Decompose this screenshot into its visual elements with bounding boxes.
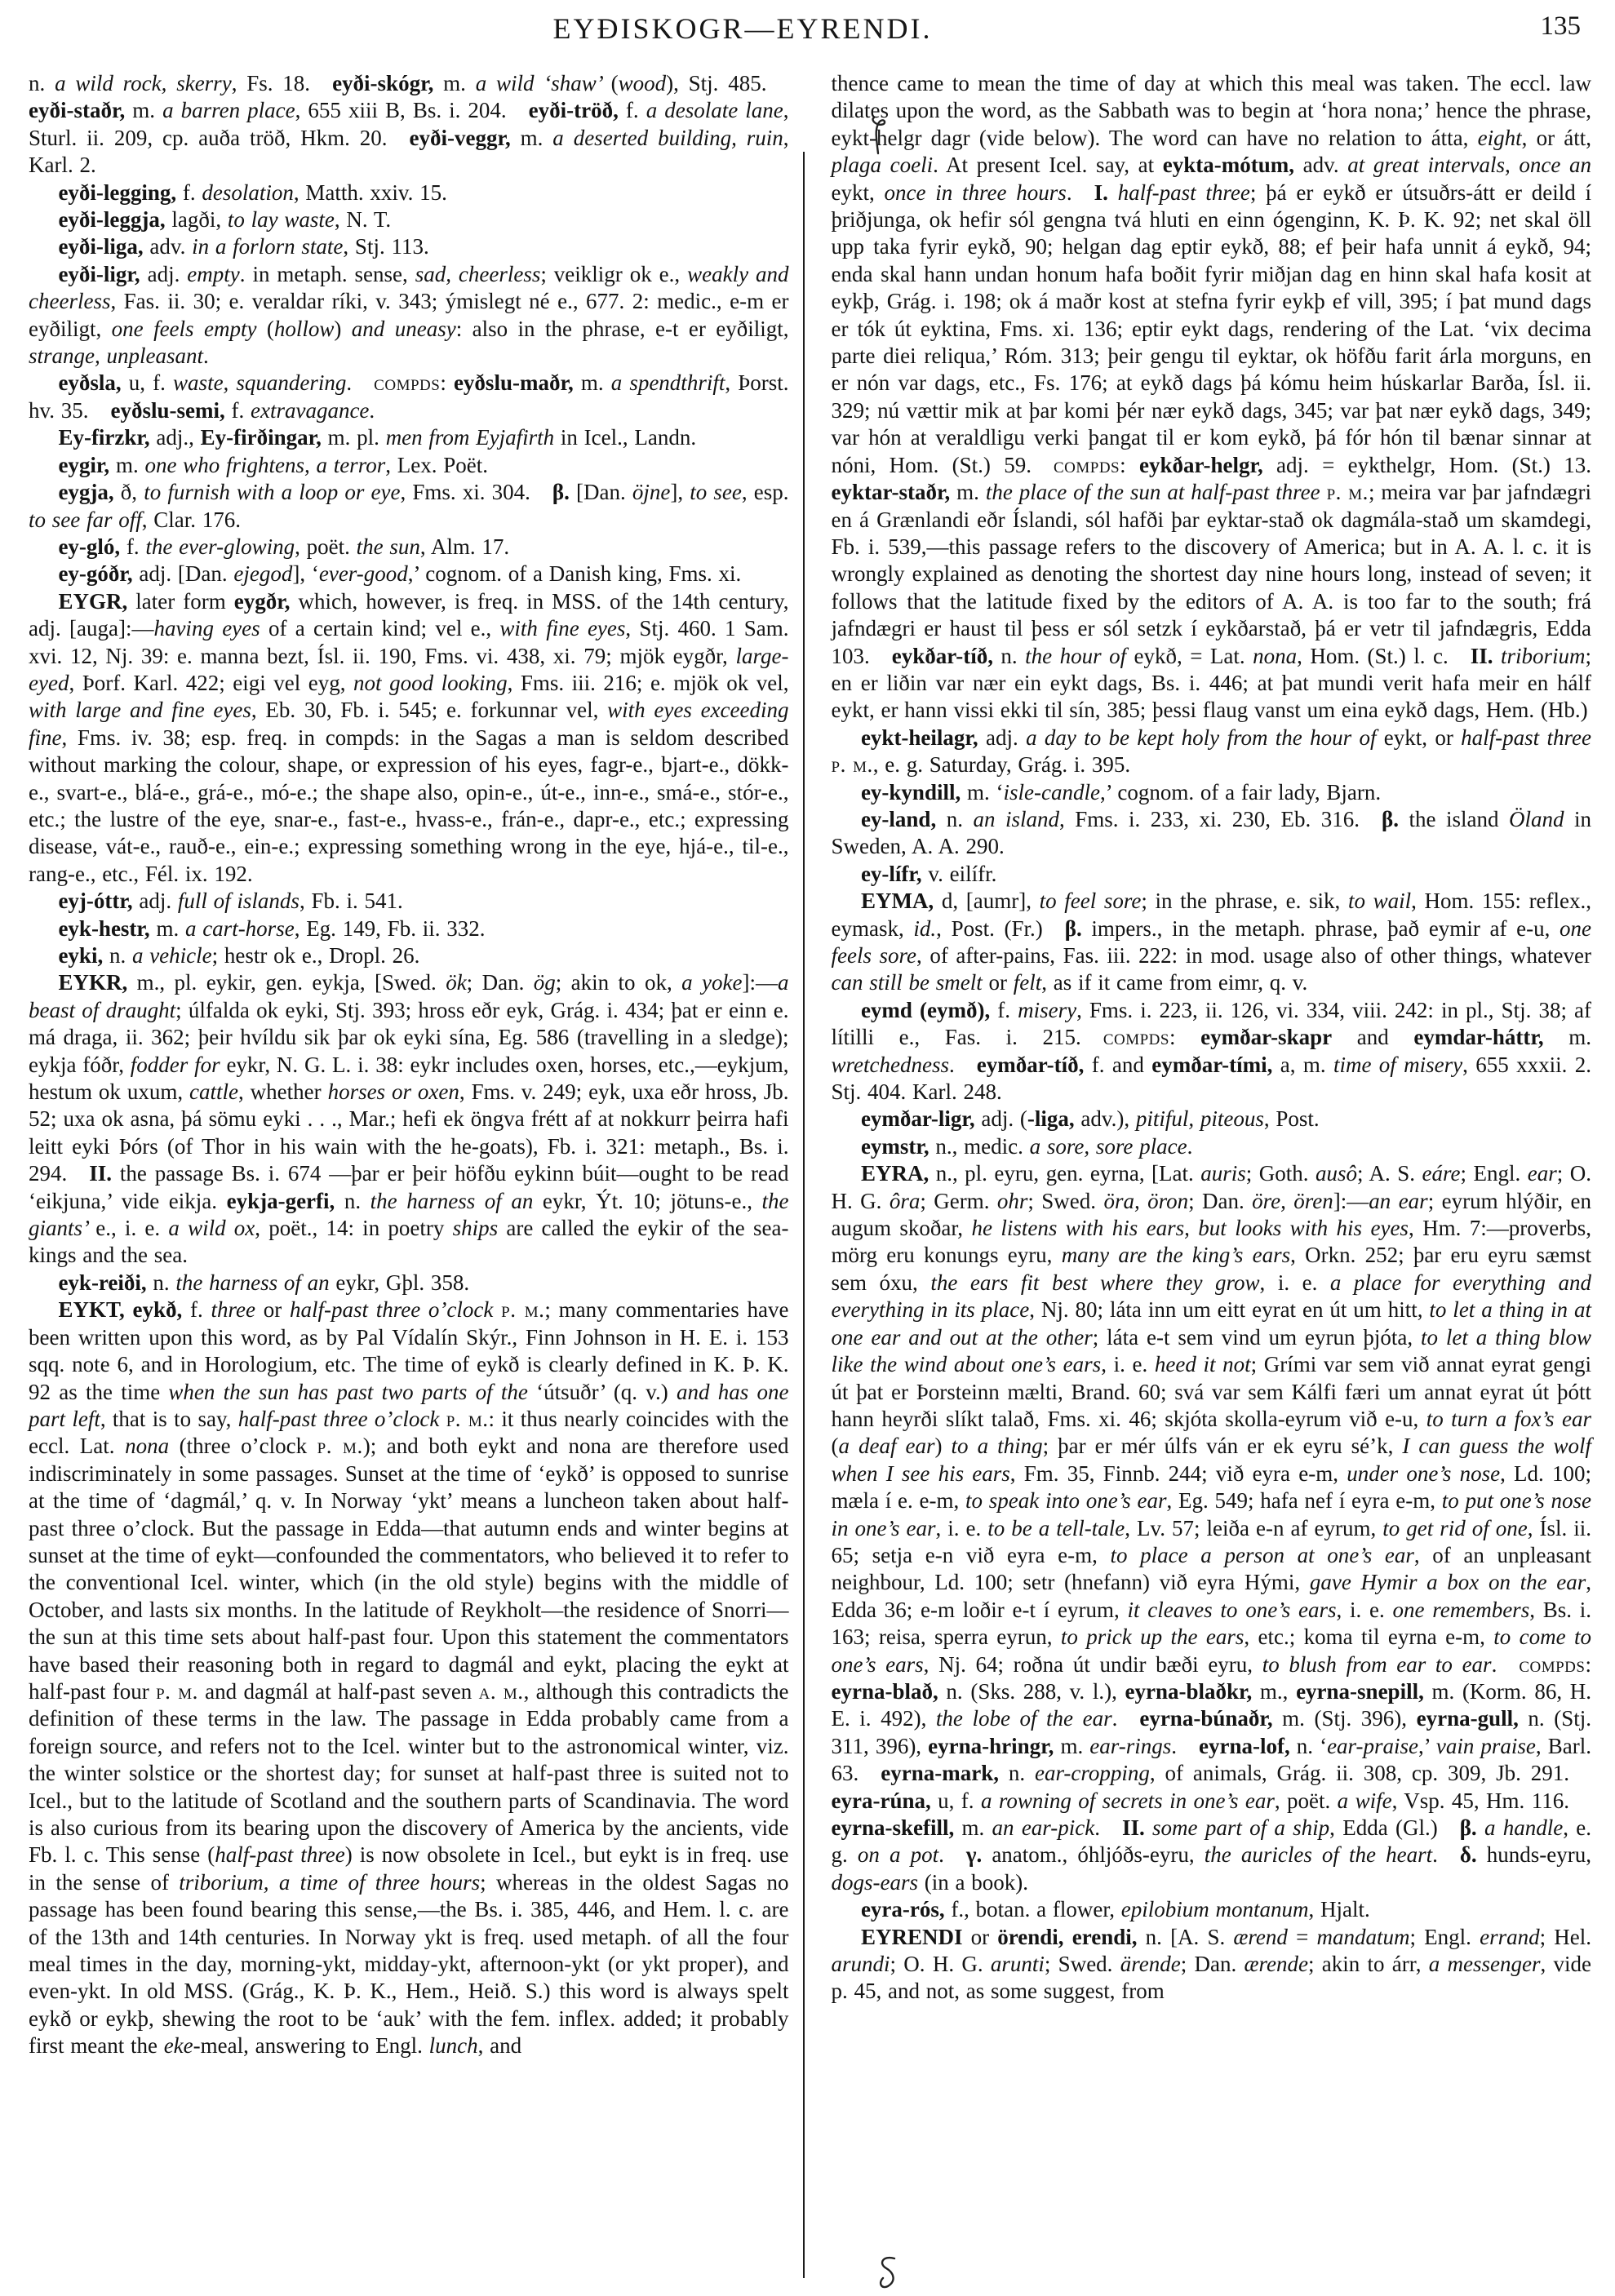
dictionary-entry: ey-lífr, v. eilífr. xyxy=(860,861,997,886)
dictionary-entry: eymðar-ligr, adj. (-liga, adv.), pitiful, piteous, Post. xyxy=(860,1106,1320,1132)
right-column xyxy=(832,70,1592,2060)
dictionary-entry: ey-land, n. an island, Fms. i. 233, xi. 230, Eb. 316. β. the island Öland in Sweden, A. A. 290. xyxy=(831,806,1592,859)
dictionary-entry: eyk-hestr, m. a cart-horse, Eg. 149, Fb. ii. 332. xyxy=(58,915,486,941)
dictionary-entry: eymd (eymð), f. misery, Fms. i. 223, ii. 126, vi. 334, viii. 242: in pl., Stj. 38; af lítilli e., Fas. i. 215. compds: eymðar-skapr and eymdar-háttr, m. wretchedness. eymðar-tíð, f. and eymðar-tími, a, m. time of misery, 655 xxxii. 2. Stj. 404. Karl. 248. xyxy=(831,997,1591,1105)
dictionary-entry: eymstr, n., medic. a sore, sore place. xyxy=(860,1133,1193,1159)
dictionary-entry: eyki, n. a vehicle; hestr ok e., Dropl. 26. xyxy=(58,943,420,968)
dictionary-entry: eyði-ligr, adj. empty. in metaph. sense, sad, cheerless; veikligr ok e., weakly and cheerless, Fas. ii. 30; e. veraldar ríki, v. 343; ýmislegt né e., 677. 2: medic., e-m er eyðiligt, one feels empty (hollow) and uneasy: also in the phrase, e-t er eyðiligt, strange, unpleasant. xyxy=(29,261,789,369)
running-head: EYÐISKOGR—EYRENDI. xyxy=(552,12,933,45)
dictionary-entry: eyj-óttr, adj. full of islands, Fb. i. 541. xyxy=(58,889,403,914)
left-column xyxy=(29,70,789,2060)
ink-mark-icon xyxy=(875,2254,903,2291)
dictionary-entry: EYGR, later form eygðr, which, however, is freq. in MSS. of the 14th century, adj. [auga]:—having eyes of a certain kind; vel e., with fine eyes, Stj. 460. 1 Sam. xvi. 12, Nj. 39: e. manna bezt, Ísl. ii. 190, Fms. vi. 438, xi. 79; mjök eygðr, large-eyed, Þorf. Karl. 422; eigi vel eyg, not good looking, Fms. iii. 216; e. mjök ok vel, with large and fine eyes, Eb. 30, Fb. i. 545; e. forkunnar vel, with eyes exceeding fine, Fms. iv. 38; esp. freq. in compds: in the Sagas a man is seldom described without marking the colour, shape, or expression of his eyes, fagr-e., bjart-e., dökk-e., svart-e., blá-e., grá-e., mó-e.; the shape also, opin-e., út-e., inn-e., smá-e., stór-e., etc.; the lustre of the eye, snar-e., fast-e., hvass-e., frán-e., dapr-e., etc.; expressing disease, vát-e., rauð-e., ein-e.; expressing something wrong in the eye, hjá-e., til-e., rang-e., etc., Fél. ix. 192. xyxy=(29,588,789,886)
dictionary-entry: ey-góðr, adj. [Dan. ejegod], ‘ever-good,’ cognom. of a Danish king, Fms. xi. xyxy=(58,561,742,587)
dictionary-entry: EYMA, d, [aumr], to feel sore; in the phrase, e. sik, to wail, Hom. 155: reflex., eymask, id., Post. (Fr.) β. impers., in the metaph. phrase, það eymir af e-u, one feels sore, of after-pains, Fas. iii. 222: in mod. usage also of other things, whatever can still be smelt or felt, as if it came from eimr, q. v. xyxy=(831,889,1592,995)
dictionary-entry: eykt-heilagr, adj. a day to be kept holy from the hour of eykt, or half-past three p. m., e. g. Saturday, Grág. i. 395. xyxy=(831,725,1591,778)
dictionary-entry: EYRA, n., pl. eyru, gen. eyrna, [Lat. auris; Goth. ausô; A. S. eáre; Engl. ear; O. H. G. ôra; Germ. ohr; Swed. öra, öron; Dan. öre, ören]:—an ear; eyrum hlýðir, en augum skoðar, he listens with his ears, but looks with his eyes, Hm. 7:—proverbs, mörg eru konungs eyru, many are the king’s ears, Orkn. 252; þar eru eyru sæmst sem óxu, the ears fit best where they grow, i. e. a place for everything and everything in its place, Nj. 80; láta inn um eitt eyrat en út um hitt, to let a thing in at one ear and out at the other; láta e-t sem vind um eyrun þjóta, to let a thing blow like the wind about one’s ears, i. e. heed it not; Grími var sem við annat eyrat gengi út þat er Þorsteinn mælti, Brand. 60; svá var sem Kálfi færi um annat eyrat út þótt hann heyrði slíkt talað, Fms. xi. 46; skjóta skolla-eyrum við e-u, to turn a fox’s ear (a deaf ear) to a thing; þar er mér úlfs ván er ek eyru sé’k, I can guess the wolf when I see his ears, Fm. 35, Finnb. 244; við eyra e-m, under one’s nose, Ld. 100; mæla í e. e-m, to speak into one’s ear, Eg. 549; hafa nef í eyra e-m, to put one’s nose in one’s ear, i. e. to be a tell-tale, Lv. 57; leiða e-n af eyrum, to get rid of one, Ísl. ii. 65; setja e-n við eyra e-m, to place a person at one’s ear, of an unpleasant neighbour, Ld. 100; setr (hnefann) við eyra Hými, gave Hymir a box on the ear, Edda 36; e-m loðir e-t í eyrum, it cleaves to one’s ears, i. e. one remembers, Bs. i. 163; reisa, sperra eyrun, to prick up the ears, etc.; koma til eyrna e-m, to come to one’s ears, Nj. 64; roðna út undir bæði eyru, to blush from ear to ear. compds: eyrna-blað, n. (Sks. 288, v. l.), eyrna-blaðkr, m., eyrna-snepill, m. (Korm. 86, H. E. i. 492), the lobe of the ear. eyrna-búnaðr, m. (Stj. 396), eyrna-gull, n. (Stj. 311, 396), eyrna-hringr, m. ear-rings. eyrna-lof, n. ‘ear-praise,’ vain praise, Barl. 63. eyrna-mark, n. ear-cropping, of animals, Grág. ii. 308, cp. 309, Jb. 291. eyra-rúna, u, f. a rowning of secrets in one’s ear, poët. a wife, Vsp. 45, Hm. 116. eyrna-skefill, m. an ear-pick. II. some part of a ship, Edda (Gl.) β. a handle, e. g. on a pot. γ. anatom., óhljóðs-eyru, the auricles of the heart. δ. hunds-eyru, dogs-ears (in a book). xyxy=(831,1161,1592,1895)
dictionary-entry: eygja, ð, to furnish with a loop or eye, Fms. xi. 304. β. [Dan. öjne], to see, esp. to see far off, Clar. 176. xyxy=(29,480,789,532)
dictionary-entry: EYKR, m., pl. eykir, gen. eykja, [Swed. ök; Dan. ög; akin to ok, a yoke]:—a beast of draught; úlfalda ok eyki, Stj. 393; hross eðr eyk, Grág. i. 434; þat er einn e. má draga, ii. 362; þeir hvíldu sik þar ok eyki sína, Eg. 586 (travelling in a sledge); eykja fóðr, fodder for eykr, N. G. L. i. 38: eykr includes oxen, horses, etc.,—eykjum, hestum ok uxum, cattle, whether horses or oxen, Fms. v. 249; eyk, uxa eðr hross, Jb. 52; uxa ok asna, þá sömu eyki . . ., Mar.; hefi ek öngva frétt af at nokkurr þeirra hafi leitt eyki Þórs (of Thor in his wain with the he-goats), Fb. i. 321: metaph., Bs. i. 294. II. the passage Bs. i. 674 —þar er þeir höfðu eykinn búit—ought to be read ‘eikjuna,’ vide eikja. eykja-gerfi, n. the harness of an eykr, Ýt. 10; jötuns-e., the giants’ e., i. e. a wild ox, poët., 14: in poetry ships are called the eykir of the sea-kings and the sea. xyxy=(29,970,789,1268)
dictionary-entry: Ey-firzkr, adj., Ey-firðingar, m. pl. men from Eyjafirth in Icel., Landn. xyxy=(58,425,697,450)
dictionary-entry: ey-kyndill, m. ‘isle-candle,’ cognom. of a fair lady, Bjarn. xyxy=(860,779,1382,804)
dictionary-entry: eyði-leggja, lagði, to lay waste, N. T. xyxy=(58,207,392,233)
dictionary-entry: eyðsla, u, f. waste, squandering. compds: eyðslu-maðr, m. a spendthrift, Þorst. hv. 35. eyðslu-semi, f. extravagance. xyxy=(29,370,789,423)
dictionary-entry: ey-gló, f. the ever-glowing, poët. the sun, Alm. 17. xyxy=(58,534,510,559)
page-number: 135 xyxy=(1540,11,1581,41)
dictionary-entry: eyra-rós, f., botan. a flower, epilobium montanum, Hjalt. xyxy=(860,1897,1370,1922)
dictionary-entry: EYKT, eykð, f. three or half-past three o’clock p. m.; many commentaries have been written upon this word, as by Pal Vídalín Skýr., Finn Johnson in H. E. i. 153 sqq. note 6, and in Horologium, etc. The time of eykð is clearly defined in K. Þ. K. 92 as the time when the sun has past two parts of the ‘útsuðr’ (q. v.) and has one part left, that is to say, half-past three o’clock p. m.: it thus nearly coincides with the eccl. Lat. nona (three o’clock p. m.); and both eykt and nona are therefore used indiscriminately in some passages. Sunset at the time of ‘eykð’ is opposed to sunrise at the time of ‘dagmál,’ q. v. In Norway ‘ykt’ means a luncheon taken about half-past three o’clock. But the passage in Edda—that autumn ends and winter begins at sunset at the time of eykt—confounded the commentators, who believed it to refer to the conventional Icel. winter, which (in the old style) begins with the middle of October, and lasts six months. In the latitude of Reykholt—the residence of Snorri—the sun at this time sets about half-past four. Upon this statement the commentators have based their reasoning both in regard to dagmál and eykt, placing the eykt at half-past four p. m. and dagmál at half-past seven a. m., although this contradicts the definition of these terms in the law. The passage in Edda probably came from a foreign source, and refers not to the Icel. winter but to the astronomical winter, viz. the winter solstice or the shortest day; for sunset at half-past three is suited not to Icel., but to the latitude of Scotland and the southern parts of Scandinavia. The word is also curious from its bearing upon the discovery of America by the ancients, vide Fb. l. c. This sense (half-past three) is now obsolete in Icel., but eykt is in freq. use in the sense of triborium, a time of three hours; whereas in the oldest Sagas no passage has been found bearing this sense,—the Bs. i. 385, 446, and Hem. l. c. are of the 13th and 14th centuries. In Norway ykt is freq. used metaph. of all the four meal times in the day, morning-ykt, midday-ykt, afternoon-ykt (or ykt proper), and even-ykt. In old MSS. (Grág., K. Þ. K., Hem., Heið. S.) this word is always spelt eykð or eykþ, shewing the root to be ‘auk’ with the fem. inflex. added; it probably first meant the eke-meal, answering to Engl. lunch, and xyxy=(29,1297,789,2059)
text-columns xyxy=(29,70,1591,2060)
dictionary-entry: eygir, m. one who frightens, a terror, Lex. Poët. xyxy=(58,452,488,477)
dictionary-entry: eyk-reiði, n. the harness of an eykr, Gþl. 358. xyxy=(58,1270,470,1295)
dictionary-entry: thence came to mean the time of day at which this meal was taken. The eccl. law dilates upon the word, as the Sabbath was to begin at ‘hora nona;’ hence the phrase, eykt-helgr dagr (vide below). The word can have no relation to átta, eight, or átt, plaga coeli. At present Icel. say, at eykta-mótum, adv. at great intervals, once an eykt, once in three hours. I. half-past three; þá er eykð er útsuðrs-átt er deild í þriðjunga, ok hefir sól gengna tvá hluti en einn ógenginn, K. Þ. K. 92; net skal öll upp taka fyrir eykð, 90; helgan dag eptir eykð, 88; ef þeir hafa unnit á eykð, 94; enda skal hann undan honum hafa boðit fyrir miðjan dag en hinn skal hafa kosit at eykþ, Grág. i. 198; ok á maðr kost at stefna fyrir eykþ ef vill, 395; í þat mund dags er tók út eyktina, Fms. xi. 136; eptir eykt dags, rendering of the Lat. ‘vix decima parte diei reliqua,’ Róm. 313; þeir gengu til eyktar, ok höfðu farit árla morguns, en er nón var dags, etc., Fs. 176; at eykð dags þá kómu heim húskarlar Barða, Ísl. ii. 329; nú vættir mik at þar komi þér nær eykð dags, 345; var þat nær eykð dags, 349; var hón at veraldligu verki þangat til er kom eykð, þá fór hón til bænar sinnar at nóni, Hom. (St.) 59. compds: eykðar-helgr, adj. = eykthelgr, Hom. (St.) 13. eyktar-staðr, m. the place of the sun at half-past three p. m.; meira var þar jafndægri en á Grænlandi eðr Íslandi, sól hafði þar eyktar-stað ok dagmála-stað um skamdegi, Fb. i. 539,—this passage refers to the discovery of America; but in A. A. l. c. it is wrongly explained as denoting the shortest day nine hours long, instead of seven; it follows that the latitude fixed by the editors of A. A. is too far to the south; frá jafndægri er haust til þess er sól setzk í eykðarstað, þá er vetr til jafndægris, Edda 103. eykðar-tíð, n. the hour of eykð, = Lat. nona, Hom. (St.) l. c. II. triborium; en er liðin var nær ein eykt dags, Bs. i. 446; at þat mundi verit hafa meir en hálf eykt, er hann vissi ekki til sín, 385; þessi flaug vanst um eina eykð dags, Hem. (Hb.) xyxy=(831,71,1592,723)
dictionary-entry: EYRENDI or örendi, erendi, n. [A. S. ærend = mandatum; Engl. errand; Hel. arundi; O. H. G. arunti; Swed. ärende; Dan. ærende; akin to árr, a messenger, vide p. 45, and not, as some suggest, from xyxy=(831,1924,1592,2004)
dictionary-entry: eyði-legging, f. desolation, Matth. xxiv. 15. xyxy=(58,180,447,205)
dictionary-entry: n. a wild rock, skerry, Fs. 18. eyði-skógr, m. a wild ‘shaw’ (wood), Stj. 485. eyði-staðr, m. a barren place, 655 xiii B, Bs. i. 204. eyði-tröð, f. a desolate lane, Sturl. ii. 209, cp. auða tröð, Hkm. 20. eyði-veggr, m. a deserted building, ruin, Karl. 2. xyxy=(29,71,789,178)
dictionary-entry: eyði-liga, adv. in a forlorn state, Stj. 113. xyxy=(58,234,429,259)
